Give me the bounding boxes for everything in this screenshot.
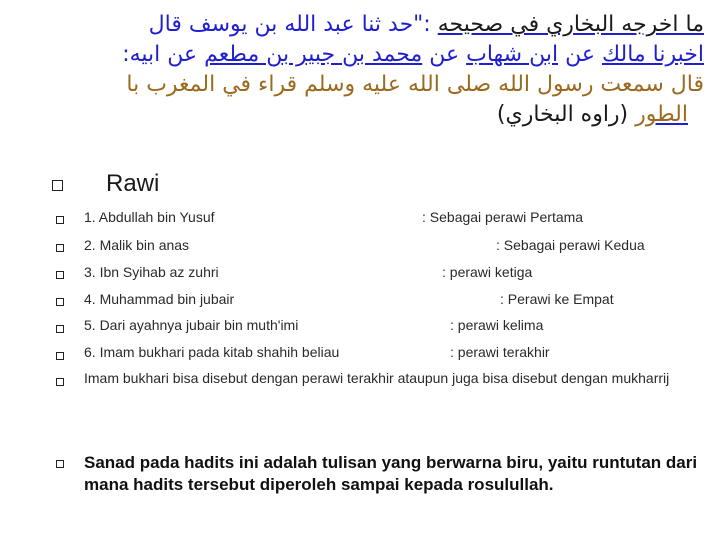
hadith-line-1-part-1: ما اخرجه البخاري في صحيحه bbox=[437, 12, 704, 37]
rawi-item-2-role: : Sebagai perawi Kedua bbox=[496, 237, 645, 253]
hadith-line-3-text: قال سمعت رسول الله صلى الله عليه وسلم قراء في المغرب با bbox=[126, 72, 704, 97]
hadith-line-1-part-2: :"حد ثنا عبد الله بن يوسف قال bbox=[148, 12, 431, 37]
hadith-text bbox=[20, 10, 704, 130]
rawi-item-5-role: : perawi kelima bbox=[450, 317, 544, 333]
bullet-square-icon bbox=[52, 180, 63, 191]
bullet-square-icon bbox=[56, 244, 64, 252]
hadith-line-1 bbox=[20, 10, 704, 40]
rawi-item-6-label: 6. Imam bukhari pada kitab shahih beliau bbox=[84, 344, 340, 360]
bullet-square-icon bbox=[56, 325, 64, 333]
rawi-item-4-role: : Perawi ke Empat bbox=[500, 291, 614, 307]
bullet-square-icon bbox=[56, 216, 64, 224]
mukharrij-note: Imam bukhari bisa disebut dengan perawi terakhir ataupun juga bisa disebut dengan mukharrij bbox=[84, 370, 670, 386]
hadith-line-4-part-1: الطور bbox=[635, 102, 688, 127]
hadith-line-2-part-3: محمد بن جبير بن مطعم bbox=[204, 42, 423, 67]
hadith-line-2-part-4: عن ابيه: bbox=[122, 42, 198, 67]
rawi-item-1-label: 1. Abdullah bin Yusuf bbox=[84, 209, 215, 225]
rawi-item-3-label: 3. Ibn Syihab az zuhri bbox=[84, 264, 219, 280]
rawi-item-3-role: : perawi ketiga bbox=[442, 264, 533, 280]
hadith-line-2-part-1: اخبرنا مالك bbox=[601, 42, 704, 67]
rawi-item-6-role: : perawi terakhir bbox=[450, 344, 550, 360]
hadith-line-4-part-2: (راوه البخاري) bbox=[496, 102, 629, 127]
bullet-square-icon bbox=[56, 298, 64, 306]
hadith-line-4 bbox=[20, 100, 704, 130]
rawi-item-5-label: 5. Dari ayahnya jubair bin muth'imi bbox=[84, 317, 299, 333]
hadith-line-2-an-2: عن bbox=[429, 42, 460, 67]
rawi-item-2-label: 2. Malik bin anas bbox=[84, 237, 190, 253]
bullet-square-icon bbox=[56, 460, 64, 468]
hadith-line-2-an-1: عن bbox=[565, 42, 595, 67]
rawi-heading: Rawi bbox=[106, 170, 160, 197]
rawi-item-1-role: : Sebagai perawi Pertama bbox=[422, 209, 584, 225]
bullet-square-icon bbox=[56, 352, 64, 360]
bullet-square-icon bbox=[56, 271, 64, 279]
sanad-note: Sanad pada hadits ini adalah tulisan yang berwarna biru, yaitu runtutan dari mana hadits tersebut diperoleh sampai kepada rosulullah. bbox=[84, 453, 698, 494]
hadith-line-3 bbox=[20, 70, 704, 100]
bullet-square-icon bbox=[56, 378, 64, 386]
hadith-line-2 bbox=[20, 40, 704, 70]
hadith-line-2-part-2: ابن شهاب bbox=[466, 42, 559, 67]
rawi-item-4-label: 4. Muhammad bin jubair bbox=[84, 291, 235, 307]
